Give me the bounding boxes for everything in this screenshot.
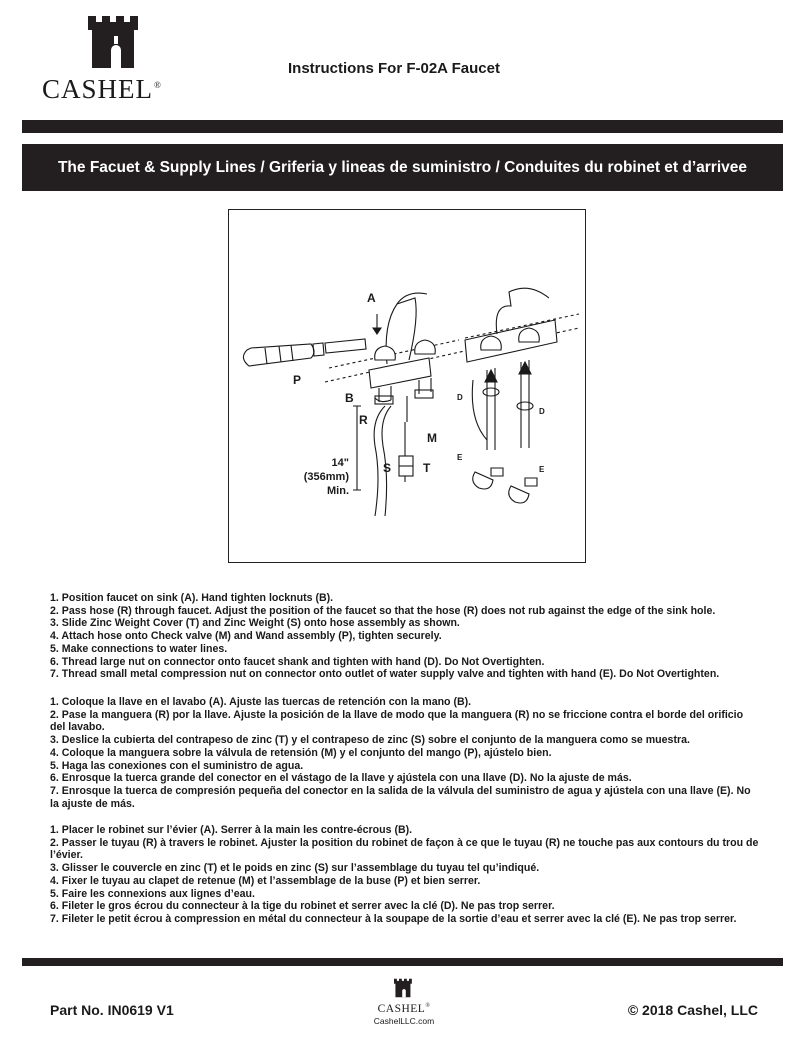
instruction-step-en: 6. Thread large nut on connector onto faucet shank and tighten with hand (D). Do Not Overtighten. [50,655,545,668]
instructions-english [50,592,760,681]
part-number: Part No. IN0619 V1 [50,1002,174,1018]
diagram-dimension-min: Min. [327,485,349,497]
instruction-step-es: 1. Coloque la llave en el lavabo (A). Ajuste las tuercas de retención con la mano (B). [50,696,472,708]
diagram-label-e-right: E [539,465,545,474]
instruction-step-es: 7. Enrosque la tuerca de compresión pequeña del conector en la salida de la válvula del suministro de agua y ajústela con una llave (E). No la ajuste de más. [50,784,751,810]
instruction-step-es: 4. Coloque la manguera sobre la válvula de retensión (M) y el conjunto del mango (P), ajústelo bien. [50,746,552,759]
instruction-step-fr: 1. Placer le robinet sur l’évier (A). Serrer à la main les contre-écrous (B). [50,824,413,836]
brand-wordmark [42,74,162,105]
installation-diagram [228,209,586,563]
instructions-spanish [50,696,760,810]
footer-registered-mark: ® [425,1003,431,1010]
instruction-step-fr: 4. Fixer le tuyau au clapet de retenue (M) et l’assemblage de la buse (P) et bien serrer. [50,874,481,887]
document-title: Instructions For F-02A Faucet [288,60,500,77]
instruction-step-es: 5. Haga las conexiones con el suministro de agua. [50,759,304,772]
copyright: © 2018 Cashel, LLC [627,1002,758,1018]
diagram-label-m: M [427,431,437,445]
castle-icon [393,978,415,998]
instructions-french [50,824,760,926]
instruction-step-en: 7. Thread small metal compression nut on connector onto outlet of water supply valve and tighten with hand (E). Do Not Overtighten. [50,668,720,681]
instruction-step-fr: 3. Glisser le couvercle en zinc (T) et le poids en zinc (S) sur l’assemblage du tuyau tel qu’indiqué. [50,862,540,875]
diagram-label-p: P [293,373,302,387]
instruction-step-en: 5. Make connections to water lines. [50,642,228,655]
footer-divider [22,958,783,966]
footer-logo [370,978,438,1038]
instruction-step-fr: 7. Fileter le petit écrou à compression en métal du connecteur à la soupape de la sortie d’eau et serrer avec la clé (E). Ne pas trop serrer. [50,912,737,925]
website-url: CashelLLC.com [373,1016,435,1026]
diagram-label-b: B [345,391,354,405]
castle-icon [86,14,146,70]
diagram-dimension-inches: 14" [331,457,349,469]
section-banner-title: The Facuet & Supply Lines / Griferia y lineas de suministro / Conduites du robinet et d’arrivee [57,158,748,176]
section-banner [22,144,783,191]
footer-brand [370,1003,438,1015]
diagram-label-t: T [423,461,431,475]
faucet-illustration [229,210,585,562]
instruction-step-fr: 6. Fileter le gros écrou du connecteur à la tige du robinet et serrer avec la clé (D). Ne pas trop serrer. [50,900,555,913]
instruction-step-en: 2. Pass hose (R) through faucet. Adjust the position of the faucet so that the hose (R) does not rub against the edge of the sink hole. [50,604,716,617]
instruction-step-fr: 5. Faire les connexions aux lignes d’eau. [50,887,255,900]
instruction-step-es: 6. Enrosque la tuerca grande del conector en el vástago de la llave y ajústela con una llave (D). No la ajuste de más. [50,772,632,785]
instruction-step-en: 3. Slide Zinc Weight Cover (T) and Zinc Weight (S) onto hose assembly as shown. [50,617,460,630]
registered-mark: ® [154,80,162,90]
footer-brand-text: CASHEL [377,1003,426,1015]
instruction-step-en: 1. Position faucet on sink (A). Hand tighten locknuts (B). [50,592,334,604]
header-divider [22,120,783,133]
diagram-label-e-left: E [457,453,463,462]
brand-name-text: CASHEL [42,74,154,104]
instruction-step-es: 3. Deslice la cubierta del contrapeso de zinc (T) y el contrapeso de zinc (S) sobre el conjunto de la manguera como se muestra. [50,734,690,747]
instruction-step-fr: 2. Passer le tuyau (R) à travers le robinet. Ajuster la position du robinet de façon à ce que le tuyau (R) ne touche pas aux contours du trou de l’évier. [50,836,759,862]
diagram-label-r: R [359,413,368,427]
diagram-label-s: S [383,461,392,475]
instruction-step-en: 4. Attach hose onto Check valve (M) and Wand assembly (P), tighten securely. [50,630,442,643]
diagram-label-d-left: D [457,393,463,402]
instruction-step-es: 2. Pase la manguera (R) por la llave. Ajuste la posición de la llave de modo que la manguera (R) no se friccione contra el borde del orificio del lavabo. [50,708,744,734]
diagram-label-d-right: D [539,407,545,416]
diagram-label-a: A [367,291,376,305]
diagram-dimension-mm: (356mm) [303,471,349,483]
